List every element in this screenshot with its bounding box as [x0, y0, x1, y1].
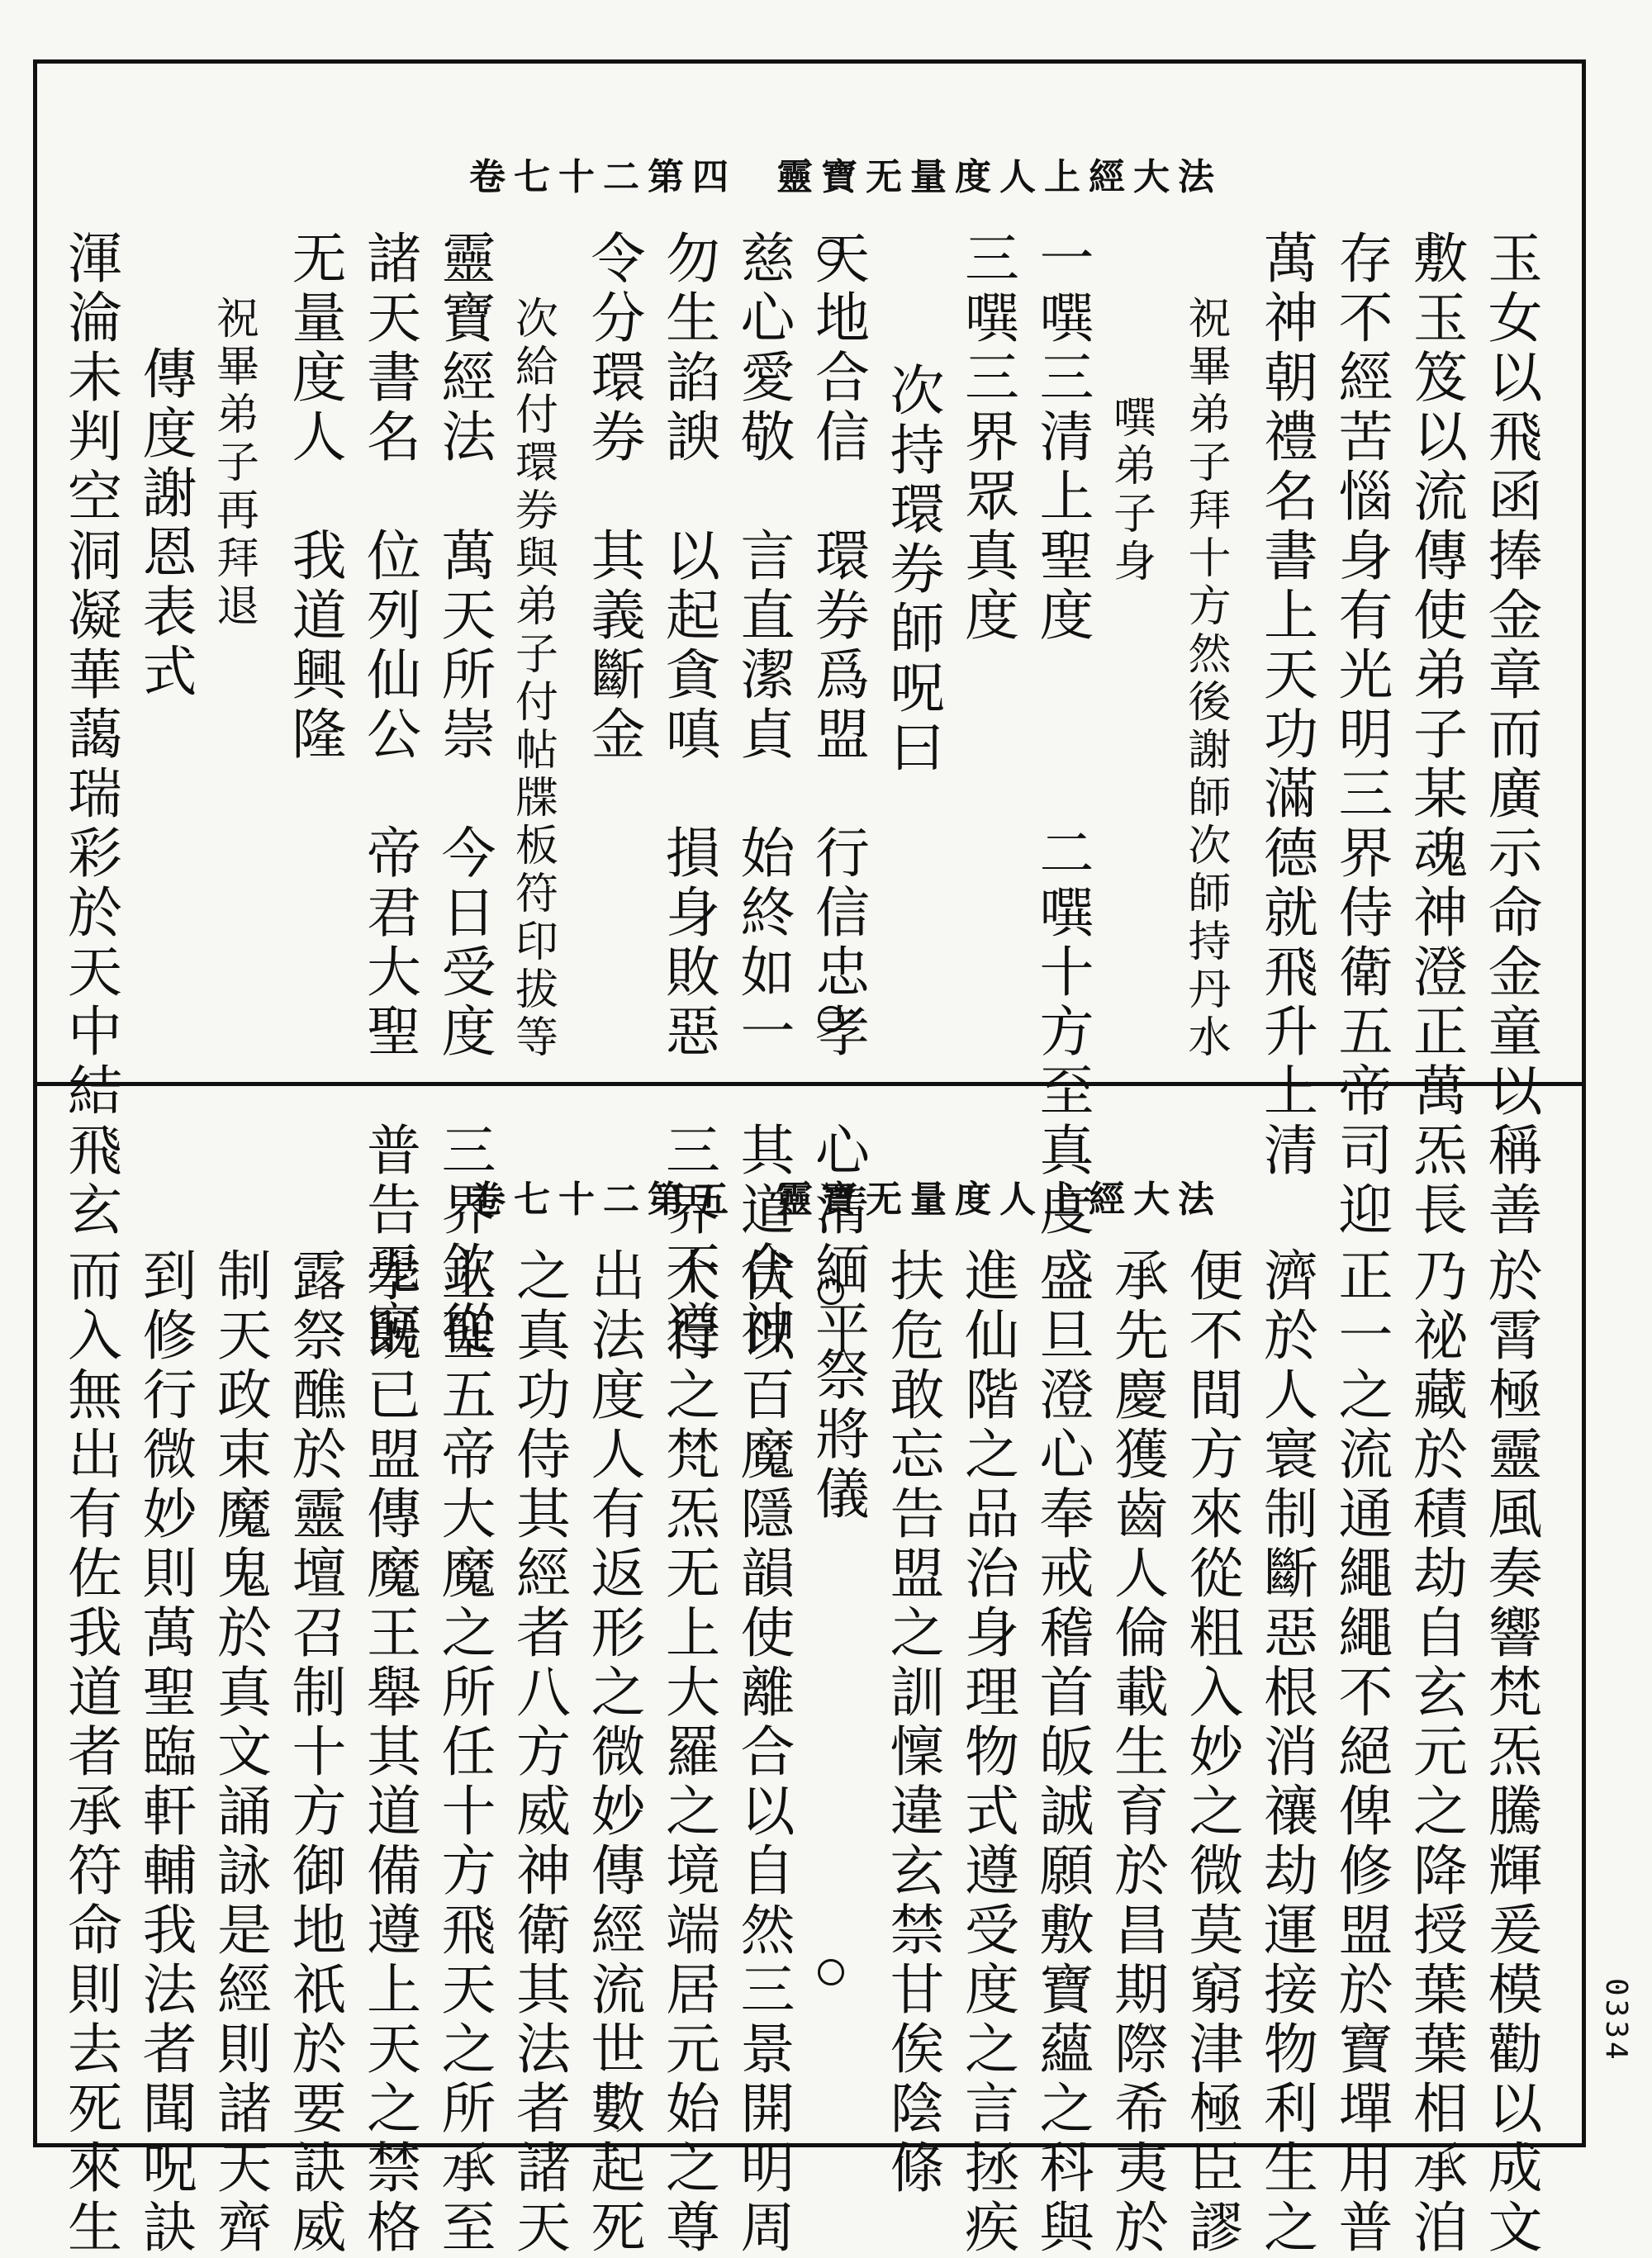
text-column: 三噀三界眾真度: [955, 230, 1019, 646]
punctuation-circle: [818, 1278, 844, 1305]
text-column: 次持環券師呪曰: [881, 362, 944, 778]
text-column: 便不間方來從粗入妙之微莫窮津極臣謬: [1180, 1247, 1243, 2258]
text-column: 祝畢弟子拜十方然後謝師次師持丹水: [1180, 296, 1230, 1062]
text-column: 勿生諂諛 以起貪嗔 損身敗惡 三界不遵: [656, 230, 720, 1359]
text-column: 盛旦澄心奉戒稽首皈誠願敷寶蘊之科與: [1030, 1247, 1094, 2258]
lower-page-header: [430, 1169, 1222, 1222]
lower-header-title: 靈寶无量度人上經大法: [776, 1179, 1222, 1221]
text-column: 上聖五帝大魔之所任十方飛天之所承至: [432, 1247, 496, 2258]
text-column: 於霄極靈風奏響梵炁騰輝爰模勸以成文: [1479, 1247, 1542, 2258]
lower-header-vol: 卷七十二第五: [469, 1179, 737, 1221]
text-column: 諸天書名 位列仙公 帝君大聖 普告无窮: [357, 230, 421, 1359]
text-column: 噀弟子身: [1105, 395, 1156, 586]
page-number: 0334: [1599, 1978, 1633, 2063]
text-column: 一噀三清上聖度 二噀十方至真度: [1030, 230, 1094, 1240]
text-column: 露祭醮於靈壇召制十方御地祇於要訣威: [282, 1247, 346, 2258]
upper-page-header: [430, 147, 1222, 200]
text-column: 扶危敢忘告盟之訓懍違玄禁甘俟陰條: [881, 1247, 944, 2199]
text-column: 萬神朝禮名書上天功滿德就飛升上清: [1254, 230, 1318, 1181]
text-column: 玉女以飛函捧金章而廣示命金童以稱善: [1479, 230, 1542, 1240]
punctuation-circle: [818, 1006, 844, 1032]
text-column: 進仙階之品治身理物式遵受度之言拯疾: [955, 1247, 1019, 2258]
text-column: 祭將儀: [805, 1346, 870, 1525]
upper-header-vol: 卷七十二第四: [469, 156, 737, 198]
text-column: 天地合信 環券爲盟 行信忠孝 心清緬平: [805, 230, 870, 1359]
text-column: 令分環券 其義斷金: [582, 230, 645, 765]
upper-header-title: 靈寶无量度人上經大法: [776, 156, 1222, 198]
punctuation-circle: [818, 240, 844, 266]
text-column: 渾淪未判空洞凝華藹瑞彩於天中結飛玄: [58, 230, 122, 1240]
text-column: 正一之流通繩繩不絕俾修盟於寶墠用普: [1329, 1247, 1393, 2258]
punctuation-circle: [818, 1959, 844, 1985]
text-column: 之真功侍其經者八方威神衛其法者諸天: [506, 1247, 571, 2258]
text-column: 傳度謝恩表式: [133, 345, 197, 702]
text-column: 次給付環券與弟子付帖牒板符印拔等: [507, 296, 558, 1062]
text-column: 大行之梵炁无上大羅之境端居元始之尊: [656, 1247, 720, 2258]
text-column: 出法度人有返形之微妙傳經流世數起死: [582, 1247, 645, 2258]
text-column: 祝畢弟子再拜退: [208, 296, 259, 631]
text-column: 制天政束魔鬼於真文誦詠是經則諸天齊: [207, 1247, 272, 2258]
text-column: 无量度人 我道興隆: [282, 230, 346, 765]
text-column: 濟於人寰制斷惡根消禳劫運接物利生之: [1254, 1247, 1318, 2258]
text-column: 敷玉笈以流傳使弟子某魂神澄正萬炁長: [1403, 230, 1468, 1240]
text-column: 慈心愛敬 言直潔貞 始終如一 其道合神: [731, 230, 795, 1359]
text-column: 到修行微妙則萬聖臨軒輔我法者聞呪訣: [133, 1247, 197, 2258]
text-column: 承先慶獲齒人倫載生育於昌期際希夷於: [1104, 1247, 1169, 2258]
text-column: 乃祕藏於積劫自玄元之降授葉葉相承洎: [1403, 1247, 1468, 2258]
text-column: 伏以百魔隱韻使離合以自然三景開明周: [731, 1247, 795, 2258]
text-column: 學既已盟傳魔王舉其道備遵上天之禁格: [357, 1247, 421, 2258]
text-column: 存不經苦惱身有光明三界侍衛五帝司迎: [1329, 230, 1393, 1240]
text-column: 而入無出有佐我道者承符命則去死來生: [58, 1247, 122, 2258]
text-column: 靈寶經法 萬天所崇 今日受度 三界欽從: [432, 230, 496, 1359]
